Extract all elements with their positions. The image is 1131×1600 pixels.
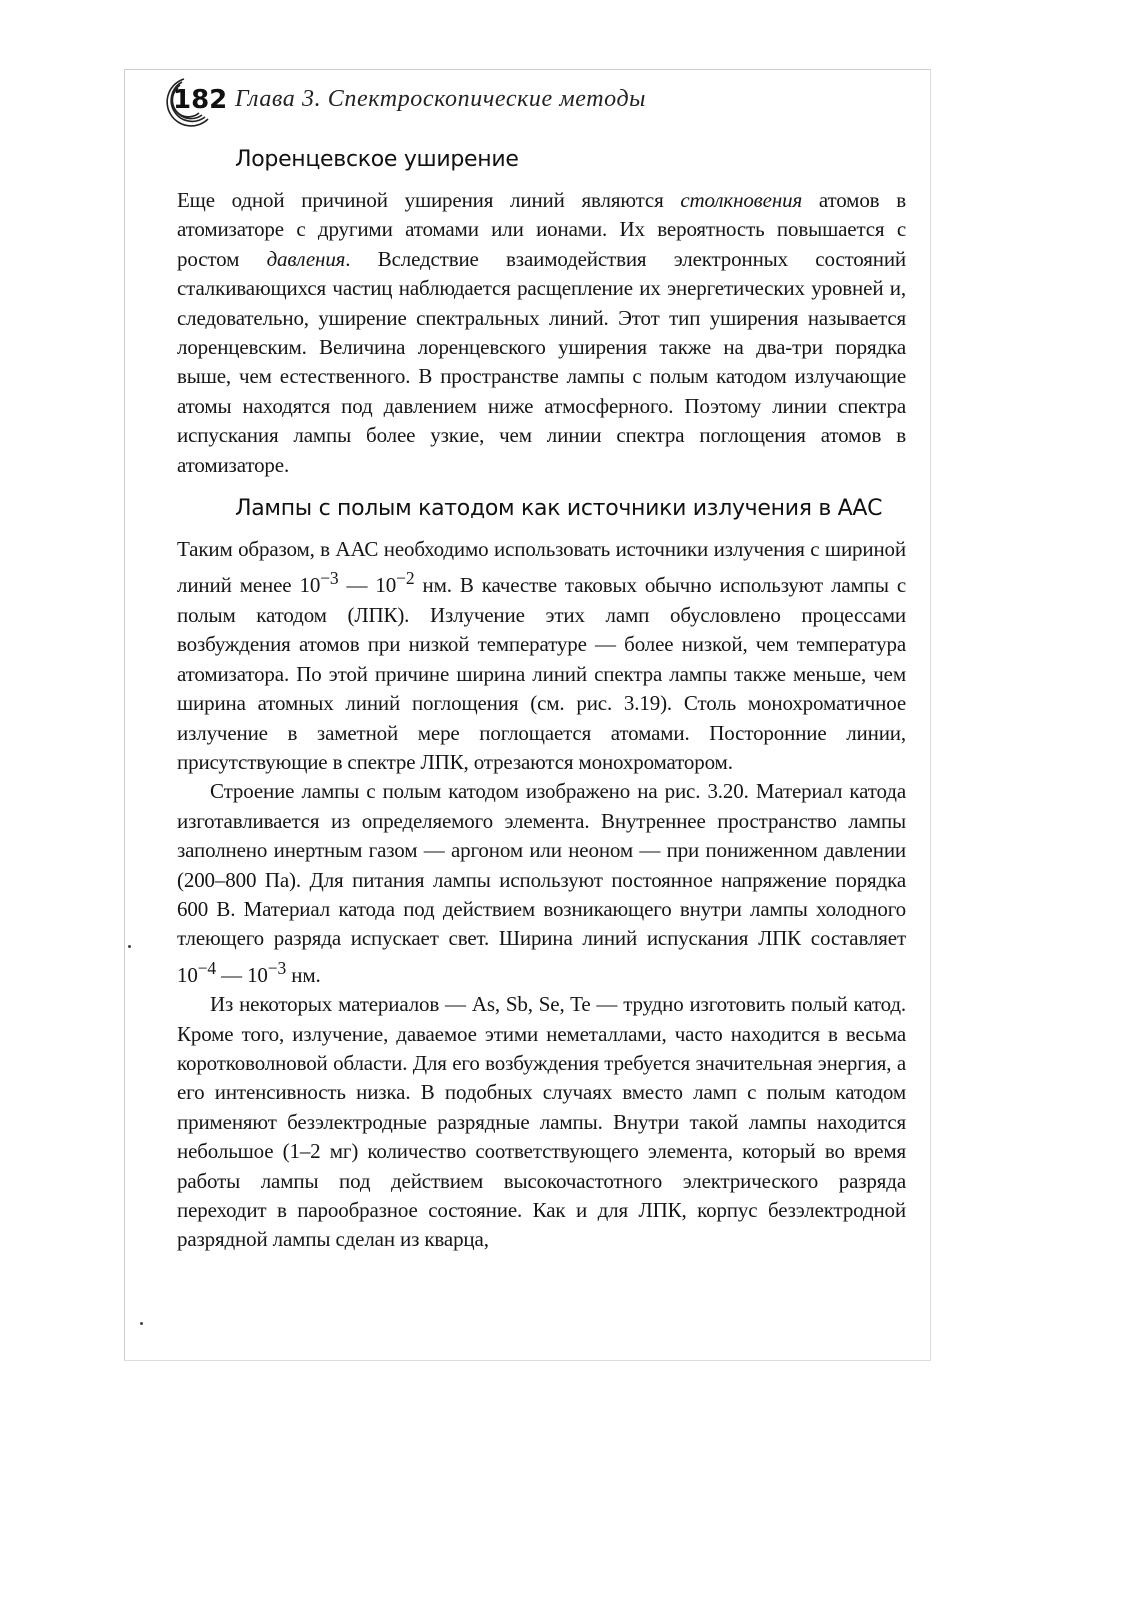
page-number: 182 [173,85,228,115]
text-run: нм. В качестве таковых обычно используют лампы с полым катодом (ЛПК). Излучение этих ламп обусловлено процессами возбуждения атомов при низкой температуре — более низкой, чем температура атомизатора. По этой причине ширина линий спектра лампы также меньше, чем ширина атомных линий поглощения (см. рис. 3.19). Столь монохроматичное излучение в заметной мере поглощается атомами. Посторонние линии, присутствующие в спектре ЛПК, отрезаются монохроматором. [177,573,906,774]
scan-speck [128,945,131,948]
text-run: . Вследствие взаимодействия электронных состояний сталкивающихся частиц наблюдается расщепление их энергетических уровней и, следовательно, уширение спектральных линий. Этот тип уширения называется лоренцевским. Величина лоренцевского уширения также на два-три порядка выше, чем естественного. В пространстве лампы с полым катодом излучающие атомы находятся под давлением ниже атмосферного. Поэтому линии спектра испускания лампы более узкие, чем линии спектра поглощения атомов в атомизаторе. [177,246,906,477]
section-heading-hollow-cathode-lamps: Лампы с полым катодом как источники излучения в ААС [235,496,883,522]
text-run: атомов в атомизаторе с другими атомами или ионами. Их вероятность повышается с ростом [177,188,906,271]
page-body [177,143,906,1255]
running-head: Глава 3. Спектроскопические методы [235,86,647,112]
paragraph-lorentz [177,186,906,480]
exponent: −4 [197,957,217,978]
page-frame-left [124,69,125,1360]
paragraph-lamp-structure [177,777,906,990]
page-header [150,75,910,125]
text-run: — 10 [338,573,397,598]
text-run: Еще одной причиной уширения линий являются [177,188,681,212]
exponent: −3 [267,957,287,978]
text-run: Строение лампы с полым катодом изображено на рис. 3.20. Материал катода изготавливается из определяемого элемента. Внутреннее пространство лампы заполнено инертным газом — аргоном или неоном — при пониженном давлении (200–800 Па). Для питания лампы используют постоянное напряжение порядка 600 В. Материал катода под действием возникающего внутри лампы холодного тлеющего разряда испускает свет. Ширина линий испускания ЛПК составляет 10 [177,779,906,987]
exponent: −3 [320,568,339,589]
italic-term-pressure: давления [266,246,346,271]
scan-speck [140,1322,143,1325]
page-frame-right [930,69,931,1360]
page-frame-top [124,69,931,70]
text-run: нм. [286,962,321,987]
italic-term-collisions: столкновения [680,188,803,212]
page-frame-bottom [124,1360,931,1361]
paragraph-line-width [177,535,906,777]
text-run: Таким образом, в ААС необходимо использовать источники излучения с шириной линий менее 10 [177,537,906,598]
paragraph-electrodeless-lamps: Из некоторых материалов — As, Sb, Se, Te — трудно изготовить полый катод. Кроме того, излучение, даваемое этими неметаллами, часто находится в весьма коротковолновой области. Для его возбуждения требуется значительная энергия, а его интенсивность низка. В подобных случаях вместо ламп с полым катодом применяют безэлектродные разрядные лампы. Внутри такой лампы находится небольшое (1–2 мг) количество соответствующего элемента, который во время работы лампы под действием высокочастотного электрического разряда переходит в парообразное состояние. Как и для ЛПК, корпус безэлектродной разрядной лампы сделан из кварца, [177,992,906,1252]
text-run: — 10 [216,962,268,987]
exponent: −2 [396,568,415,589]
section-heading-lorentz: Лоренцевское уширение [235,147,519,172]
